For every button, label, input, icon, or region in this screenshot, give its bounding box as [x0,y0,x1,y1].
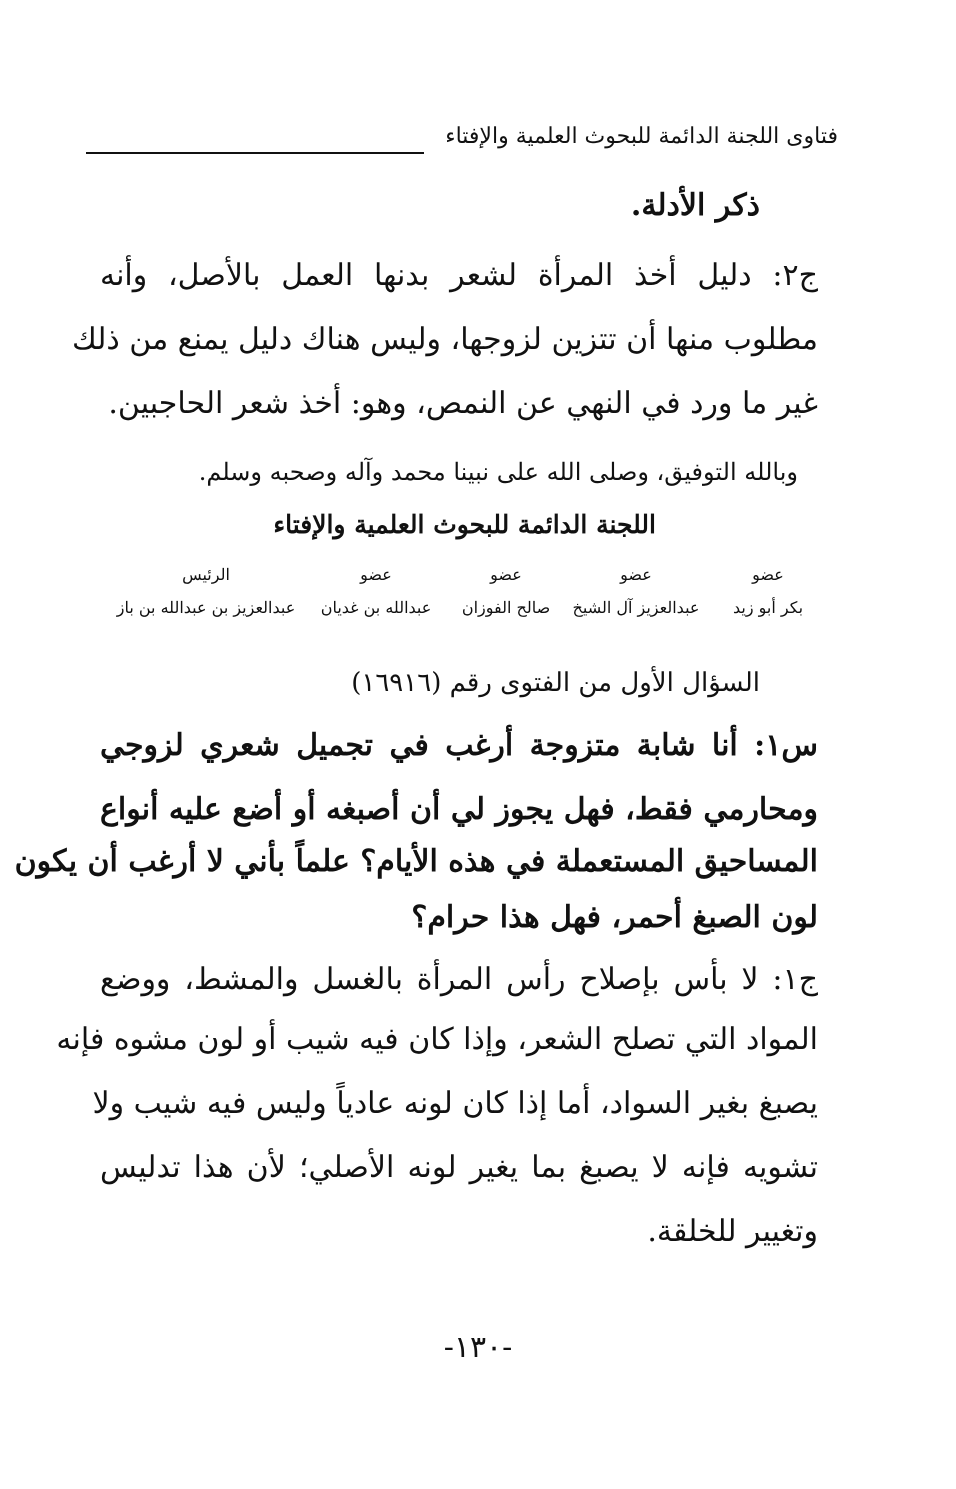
signatory-name: عبدالله بن غديان [320,598,432,617]
question-heading: السؤال الأول من الفتوى رقم (١٦٩١٦) [351,668,760,698]
closing-line: وبالله التوفيق، وصلى الله على نبينا محمد وآله وصحبه وسلم. [198,458,798,486]
signatory-role: عضو [620,565,652,584]
question-1-line: س١: أنا شابة متزوجة أرغب في تجميل شعري لزوجي [100,728,818,763]
answer-2-line: مطلوب منها أن تتزين لزوجها، وليس هناك دليل يمنع من ذلك [71,322,818,357]
signatory-name: بكر أبو زيد [732,598,804,617]
answer-1-line: يصبغ بغير السواد، أما إذا كان لونه عادياً وليس فيه شيب ولا [92,1086,818,1121]
signatory-name: صالح الفوزان [461,598,551,617]
answer-1-line: ج١: لا بأس بإصلاح رأس المرأة بالغسل والمشط، ووضع [100,962,818,997]
signatory-role: عضو [752,565,784,584]
answer-1-line: المواد التي تصلح الشعر، وإذا كان فيه شيب أو لون مشوه فإنه [56,1022,818,1057]
committee-name: اللجنة الدائمة للبحوث العلمية والإفتاء [273,510,656,539]
answer-2-line: ج٢: دليل أخذ المرأة لشعر بدنها العمل بالأصل، وأنه [100,258,818,293]
answer-2-line: غير ما ورد في النهي عن النمص، وهو: أخذ شعر الحاجبين. [108,386,818,421]
signatory-role: الرئيس [182,565,230,584]
header-rule [86,152,424,154]
question-1-line: ومحارمي فقط، فهل يجوز لي أن أصبغه أو أضع عليه أنواع [100,792,818,827]
signatory-role: عضو [360,565,392,584]
page-number: -١٣٠- [443,1330,513,1365]
answer-1-line: وتغيير للخلقة. [647,1214,818,1249]
question-1-line: لون الصبغ أحمر، فهل هذا حرام؟ [411,900,818,935]
section-heading: ذكر الأدلة. [630,188,760,223]
running-header-title: فتاوى اللجنة الدائمة للبحوث العلمية والإفتاء [445,124,838,149]
answer-1-line: تشويه فإنه لا يصبغ بما يغير لونه الأصلي؛ لأن هذا تدليس [100,1150,818,1185]
signatory-name: عبدالعزيز آل الشيخ [572,598,700,617]
question-1-line: المساحيق المستعملة في هذه الأيام؟ علماً بأني لا أرغب أن يكون [14,844,818,879]
signatory-name: عبدالعزيز بن عبدالله بن باز [116,598,296,617]
signatory-role: عضو [490,565,522,584]
